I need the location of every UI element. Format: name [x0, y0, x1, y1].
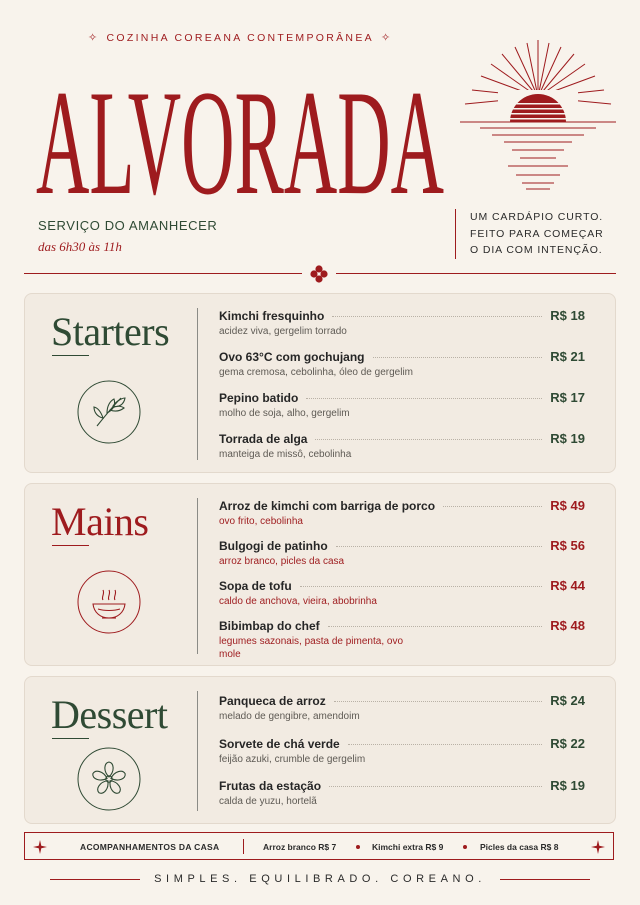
item-price: R$ 49 [550, 498, 585, 513]
footer-rule [500, 879, 590, 880]
item-name: Torrada de alga [219, 432, 308, 446]
title-rule [52, 738, 89, 739]
title-rule [52, 545, 89, 546]
item-price: R$ 24 [550, 693, 585, 708]
item-price: R$ 18 [550, 308, 585, 323]
item-desc: melado de gengibre, amendoim [219, 711, 360, 722]
title-rule [52, 355, 89, 356]
section-title: Starters [51, 309, 170, 354]
vertical-divider [197, 498, 198, 654]
section-mains [24, 483, 616, 666]
item-desc: caldo de anchova, vieira, abobrinha [219, 596, 377, 607]
menu-item [219, 498, 585, 528]
menu-item [219, 618, 585, 661]
menu-item [219, 349, 585, 379]
item-name: Panqueca de arroz [219, 694, 326, 708]
flower-icon [77, 747, 141, 811]
quatrefoil-icon [309, 264, 329, 284]
intro-line: FEITO PARA COMEÇAR [470, 227, 604, 240]
vertical-divider [197, 308, 198, 460]
item-name: Frutas da estação [219, 779, 322, 793]
item-name: Bibimbap do chef [219, 619, 320, 633]
side-item: Kimchi extra R$ 9 [372, 842, 444, 852]
menu-item [219, 538, 585, 568]
sparkle-icon: ✧ [380, 32, 393, 44]
section-starters [24, 293, 616, 473]
item-name: Pepino batido [219, 391, 299, 405]
intro-line: O DIA COM INTENÇÃO. [470, 244, 603, 256]
section-title: Dessert [51, 692, 168, 737]
tagline [88, 31, 393, 44]
item-price: R$ 44 [550, 578, 585, 593]
item-desc: calda de yuzu, hortelã [219, 796, 317, 807]
brand-name: ALVORADA [36, 60, 444, 199]
item-name: Arroz de kimchi com barriga de porco [219, 499, 436, 513]
service-info [38, 218, 217, 255]
item-name: Sorvete de chá verde [219, 737, 340, 751]
sunrise-icon [458, 40, 618, 190]
section-title: Mains [51, 499, 149, 544]
item-price: R$ 22 [550, 736, 585, 751]
footer-motto: SIMPLES. EQUILIBRADO. COREANO. [154, 873, 486, 885]
item-price: R$ 19 [550, 431, 585, 446]
menu-item [219, 431, 585, 461]
tagline-text: COZINHA COREANA CONTEMPORÂNEA [106, 31, 374, 44]
intro-text [455, 209, 604, 259]
item-desc: acidez viva, gergelim torrado [219, 326, 347, 337]
restaurant-logo [36, 44, 446, 199]
item-price: R$ 56 [550, 538, 585, 553]
menu-item [219, 778, 585, 808]
service-title: SERVIÇO DO AMANHECER [38, 218, 218, 233]
item-desc: gema cremosa, cebolinha, óleo de gergelim [219, 367, 413, 378]
item-desc: arroz branco, picles da casa [219, 556, 345, 567]
bullet [463, 845, 467, 849]
vertical-divider [197, 691, 198, 811]
item-name: Kimchi fresquinho [219, 309, 325, 323]
item-name: Bulgogi de patinho [219, 539, 328, 553]
item-desc: manteiga de missô, cebolinha [219, 449, 352, 460]
menu-item [219, 390, 585, 420]
menu-item [219, 693, 585, 723]
menu-item [219, 578, 585, 608]
star-icon [33, 840, 47, 854]
intro-line: UM CARDÁPIO CURTO. [470, 211, 604, 223]
item-price: R$ 17 [550, 390, 585, 405]
sides-bar [24, 832, 614, 860]
separator [243, 839, 244, 854]
item-price: R$ 21 [550, 349, 585, 364]
divider [336, 273, 616, 274]
item-desc: legumes sazonais, pasta de pimenta, ovo mole [219, 636, 403, 660]
steaming-bowl-icon [77, 570, 141, 634]
divider [24, 273, 302, 274]
item-price: R$ 19 [550, 778, 585, 793]
sides-label: ACOMPANHAMENTOS DA CASA [80, 842, 220, 852]
item-desc: molho de soja, alho, gergelim [219, 408, 350, 419]
side-item: Picles da casa R$ 8 [480, 842, 559, 852]
side-item: Arroz branco R$ 7 [263, 842, 337, 852]
menu-item [219, 736, 585, 766]
star-icon [591, 840, 605, 854]
item-name: Ovo 63°C com gochujang [219, 350, 365, 364]
section-dessert [24, 676, 616, 824]
bullet [356, 845, 360, 849]
menu-item [219, 308, 585, 338]
item-price: R$ 48 [550, 618, 585, 633]
leaf-icon [77, 380, 141, 444]
sparkle-icon: ✧ [88, 32, 100, 44]
service-hours: das 6h30 às 11h [38, 239, 122, 254]
item-name: Sopa de tofu [219, 579, 292, 593]
item-desc: feijão azuki, crumble de gergelim [219, 754, 366, 765]
item-desc: ovo frito, cebolinha [219, 516, 303, 527]
